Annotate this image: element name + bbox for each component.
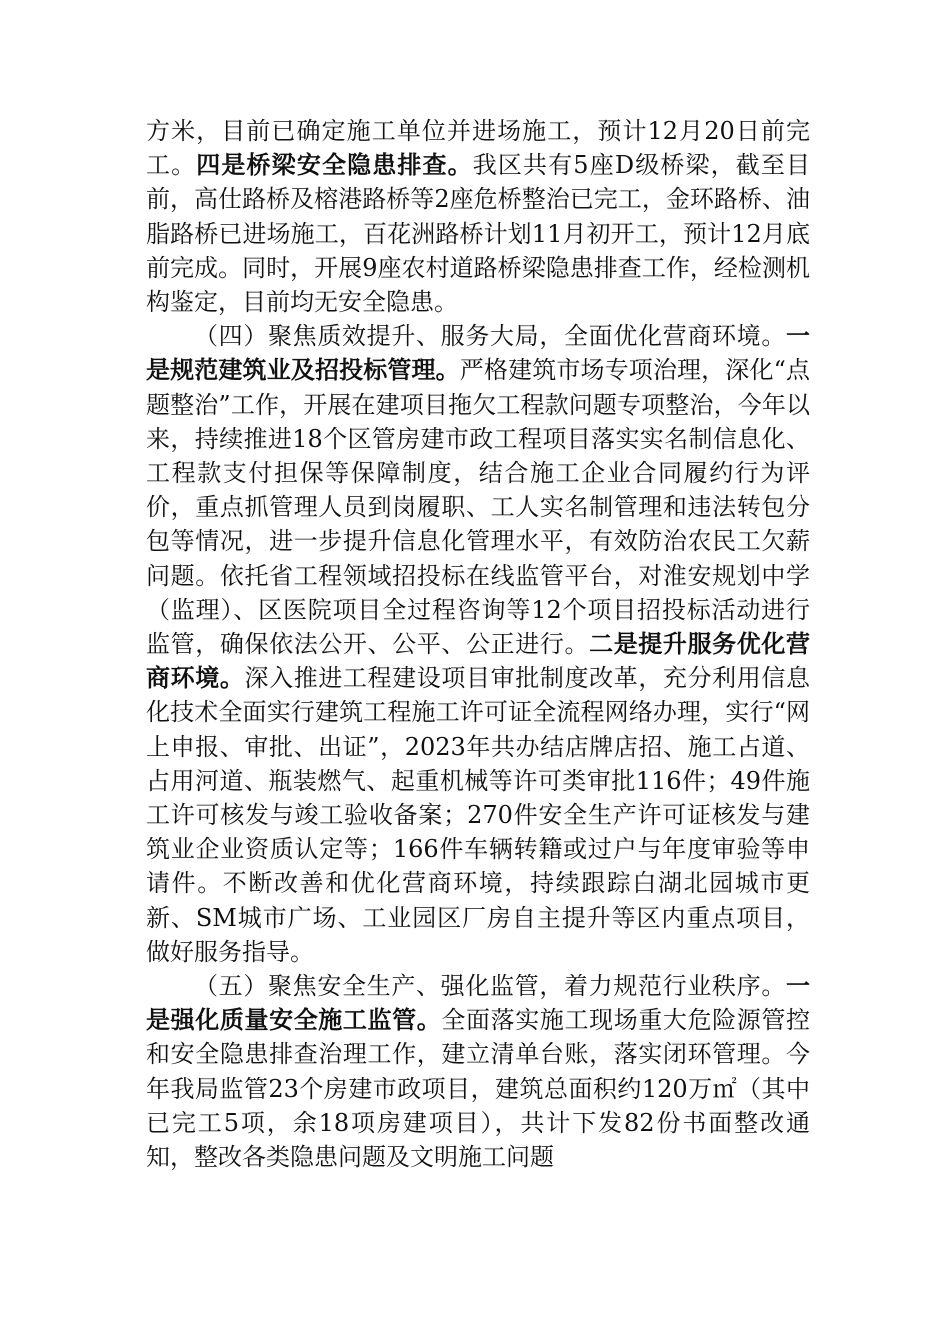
bold-heading-run: 二是提升服务优化营商环境。 [146, 629, 811, 693]
paragraph-2 [146, 319, 810, 969]
text-run: 方米，目前已确定施工单位并进场施工，预计12月20日前完工。 [146, 117, 810, 180]
section-heading-run: （五）聚焦安全生产、强化监管，着力规范行业秩序。 [194, 972, 786, 1001]
bold-heading-run: 四是桥梁安全隐患排查。 [196, 150, 473, 180]
text-run: 深入推进工程建设项目审批制度改革，充分利用信息化技术全面实行建筑工程施工许可证全流程网络办理，实行“网上申报、审批、出证”，2023年共办结店牌店招、施工占道、占用河道、瓶装燃气、起重机械等许可类审批116件；49件施工许可核发与竣工验收备案；270件安全生产许可证核发与建筑业企业资质认定等；166件车辆转籍或过户与年度审验等申请件。不断改善和优化营商环境，持续跟踪白湖北园城市更新、SM城市广场、工业园区厂房自主提升等区内重点项目，做好服务指导。 [146, 664, 811, 966]
paragraph-1 [146, 114, 810, 319]
document-body [146, 114, 810, 1174]
bold-heading-run: 一是强化质量安全施工监管。 [146, 971, 810, 1035]
text-run: 全面落实施工现场重大危险源管控和安全隐患排查治理工作，建立清单台账，落实闭环管理。今年我局监管23个房建市政项目，建筑总面积约120万㎡（其中已完工5项，余18项房建项目），共计下发82份书面整改通知，整改各类隐患问题及文明施工问题 [146, 1006, 811, 1172]
bold-heading-run: 一是规范建筑业及招投标管理。 [146, 321, 810, 385]
text-run: 严格建筑市场专项治理，深化“点题整治”工作，开展在建项目拖欠工程款问题专项整治，今年以来，持续推进18个区管房建市政工程项目落实实名制信息化、工程款支付担保等保障制度，结合施工企业合同履约行为评价，重点抓管理人员到岗履职、工人实名制管理和违法转包分包等情况，进一步提升信息化管理水平，有效防治农民工欠薪问题。依托省工程领域招投标在线监管平台，对淮安规划中学（监理）、区医院项目全过程咨询等12个项目招投标活动进行监管，确保依法公开、公平、公正进行。 [146, 356, 810, 659]
text-run: 我区共有5座D级桥梁，截至目前，高仕路桥及榕港路桥等2座危桥整治已完工，金环路桥、油脂路桥已进场施工，百花洲路桥计划11月初开工，预计12月底前完成。同时，开展9座农村道路桥梁隐患排查工作，经检测机构鉴定，目前均无安全隐患。 [146, 151, 811, 317]
paragraph-3 [146, 969, 810, 1174]
section-heading-run: （四）聚焦质效提升、服务大局，全面优化营商环境。 [194, 322, 786, 351]
